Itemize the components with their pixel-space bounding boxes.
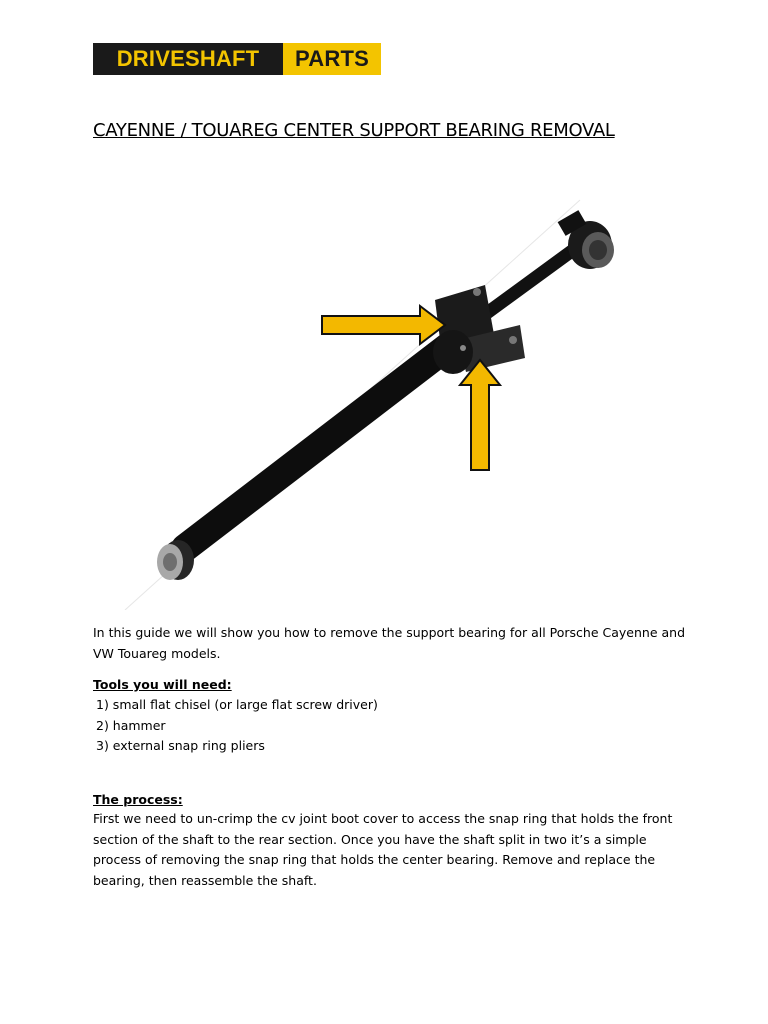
list-item: 3) external snap ring pliers [96,738,265,753]
list-item: 1) small flat chisel (or large flat screw driver) [96,697,378,712]
arrow-up-icon [460,360,500,470]
brand-logo [93,43,381,75]
tools-heading: Tools you will need: [93,677,232,692]
list-item: 2) hammer [96,717,166,733]
shaft-rear-tube [185,345,450,548]
process-paragraph: First we need to un-crimp the cv joint boot cover to access the snap ring that holds the front section of the shaft to the rear section. Once you have the shaft split in two it’s a simple process of removing the snap ring that holds the center bearing. Remove and replace the bearing, then reassemble the shaft. [93,811,673,888]
rear-cv-joint [157,540,194,580]
driveshaft-image [120,190,640,610]
page-title: CAYENNE / TOUAREG CENTER SUPPORT BEARING REMOVAL [93,120,615,141]
logo-part-1: DRIVESHAFT [93,43,283,75]
logo-part-2: PARTS [283,43,381,75]
tools-list [93,695,693,757]
intro-paragraph: In this guide we will show you how to remove the support bearing for all Porsche Cayenne and VW Touareg models. [93,625,686,661]
process-heading: The process: [93,792,183,807]
arrow-right-icon [322,306,445,344]
